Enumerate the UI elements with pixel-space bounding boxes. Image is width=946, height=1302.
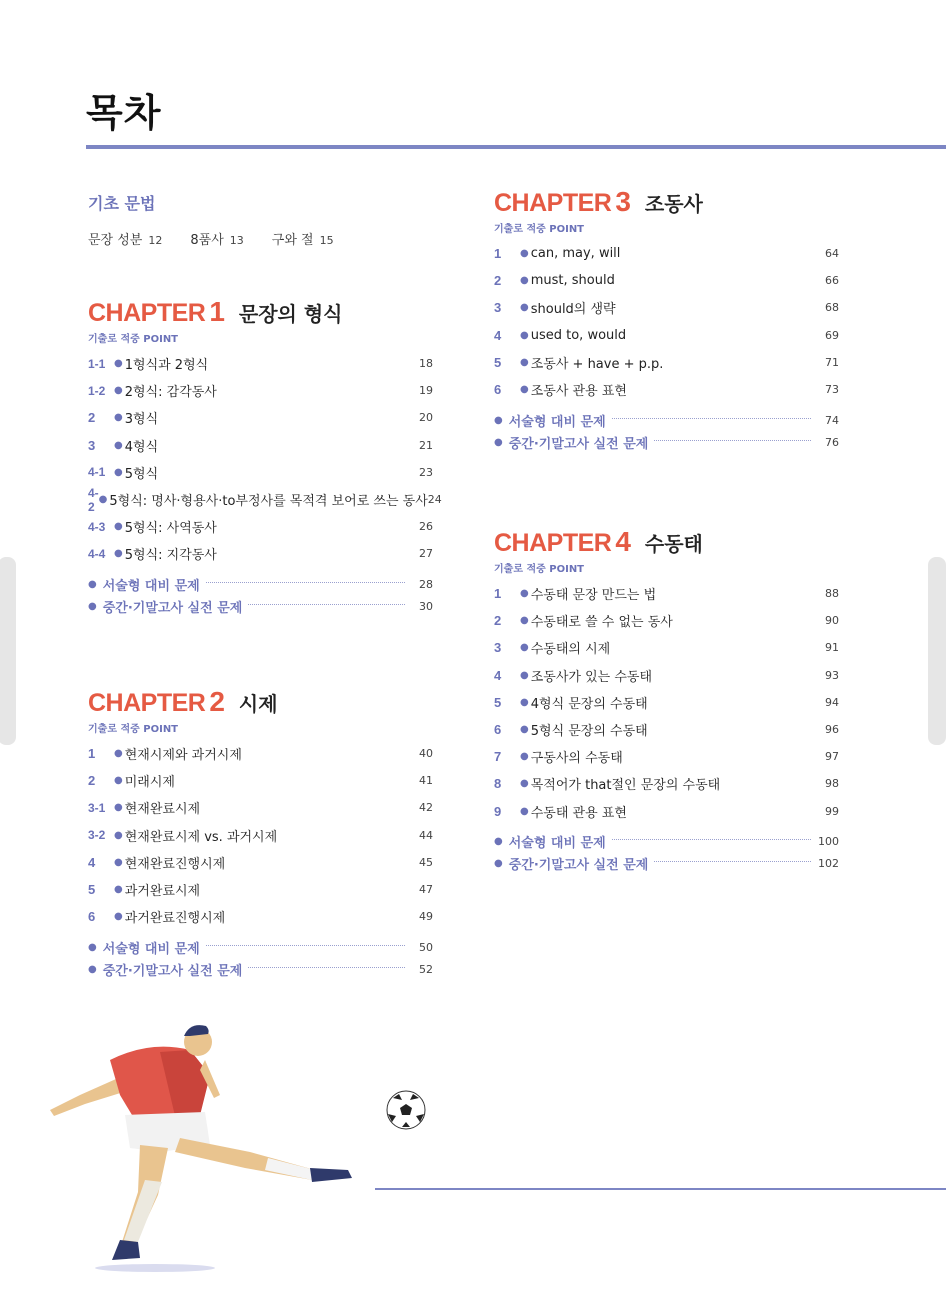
toc-item[interactable] (88, 876, 433, 903)
toc-item-page: 69 (825, 328, 839, 342)
extra-item-label: 서술형 대비 문제 (102, 579, 200, 594)
basics-item-label: 문장 성분 (88, 233, 143, 248)
dot-icon: ● (88, 601, 97, 612)
basics-item-page: 13 (229, 234, 244, 247)
toc-item-page: 97 (825, 750, 839, 764)
extra-item-label: 중간·기말고사 실전 문제 (102, 601, 243, 616)
toc-item-label: 5형식 문장의 수동태 (530, 724, 648, 740)
toc-item-page: 71 (825, 355, 839, 369)
toc-item[interactable] (494, 376, 839, 403)
toc-item-label: 과거완료시제 (124, 884, 201, 900)
basics-item-label: 구와 절 (271, 233, 314, 248)
extra-item[interactable] (88, 574, 433, 596)
basics-item-page: 12 (148, 234, 163, 247)
bullet-icon: ● (114, 521, 123, 533)
chapter-4-section (494, 526, 839, 875)
toc-item[interactable] (88, 459, 433, 486)
chapter-2-section (88, 686, 433, 980)
toc-item-page: 18 (419, 357, 433, 371)
bullet-icon: ● (114, 829, 123, 841)
extra-item[interactable] (494, 409, 839, 431)
extra-item[interactable] (494, 853, 839, 875)
toc-item-page: 66 (825, 274, 839, 288)
toc-item-label: 5형식: 지각동사 (124, 548, 217, 564)
basics-item[interactable] (272, 229, 334, 248)
extra-item-label: 서술형 대비 문제 (508, 836, 606, 852)
toc-item[interactable] (494, 267, 839, 294)
dotted-leader (612, 418, 811, 419)
bullet-icon: ● (114, 439, 123, 451)
bullet-icon: ● (114, 358, 123, 370)
dot-icon: ● (494, 858, 503, 870)
toc-item-page: 98 (825, 777, 839, 791)
extra-item-label: 중간·기말고사 실전 문제 (508, 858, 649, 874)
toc-item-number: 6 (494, 382, 502, 398)
toc-item[interactable] (494, 580, 839, 607)
toc-item-number: 1 (494, 246, 502, 262)
toc-item-number: 6 (494, 722, 502, 738)
bullet-icon: ● (520, 615, 529, 627)
toc-item[interactable] (88, 432, 433, 459)
bullet-icon: ● (114, 466, 123, 478)
extra-item[interactable] (88, 958, 433, 980)
toc-item[interactable] (88, 350, 433, 377)
chapter-word: CHAPTER (494, 189, 612, 217)
toc-item-label: 현재완료시제 (124, 802, 201, 818)
bullet-icon: ● (114, 911, 123, 923)
bullet-icon: ● (520, 724, 529, 736)
soccer-player-illustration (40, 1020, 460, 1280)
chapter-heading[interactable] (88, 686, 433, 718)
toc-item-number: 2 (88, 773, 96, 789)
toc-item[interactable] (88, 513, 433, 540)
extra-item[interactable] (88, 596, 433, 618)
toc-item[interactable] (88, 540, 433, 567)
extra-item-page: 100 (818, 835, 839, 849)
chapter-subtitle: 기출로 적중 POINT (494, 224, 585, 235)
bullet-icon: ● (98, 494, 108, 506)
toc-item[interactable] (494, 294, 839, 321)
dot-icon: ● (494, 414, 503, 426)
toc-item-number: 5 (494, 694, 502, 710)
toc-item-page: 41 (419, 774, 433, 788)
toc-item-label: 수동태로 쓸 수 없는 동사 (530, 615, 673, 631)
toc-item-page: 20 (419, 411, 433, 425)
bullet-icon: ● (114, 884, 123, 896)
toc-item-label: 5형식: 명사·형용사·to부정사를 목적격 보어로 쓰는 동사 (109, 494, 428, 510)
toc-item-number: 3-1 (88, 800, 106, 815)
dotted-leader (206, 582, 405, 583)
toc-item-page: 44 (419, 828, 433, 842)
toc-item-label: 수동태 문장 만드는 법 (530, 588, 657, 604)
chapter-title: 시제 (238, 692, 278, 716)
toc-item-label: 현재완료시제 vs. 과거시제 (124, 829, 278, 845)
extra-item-page: 52 (419, 962, 433, 976)
toc-item-label: 현재완료진행시제 (124, 856, 226, 872)
bullet-icon: ● (520, 248, 529, 260)
bullet-icon: ● (114, 802, 123, 814)
toc-list (494, 580, 839, 825)
toc-list (88, 350, 442, 568)
toc-item[interactable] (494, 662, 839, 689)
toc-item-number: 1-2 (88, 383, 106, 398)
toc-item-number: 5 (88, 882, 96, 898)
toc-item-page: 49 (419, 910, 433, 924)
toc-item-label: must, should (530, 273, 615, 289)
bullet-icon: ● (520, 751, 529, 763)
bullet-icon: ● (114, 748, 123, 760)
toc-item-number: 4 (494, 327, 502, 343)
toc-item[interactable] (494, 689, 839, 716)
toc-item-number: 1-1 (88, 356, 106, 371)
basics-list (88, 229, 334, 248)
toc-item[interactable] (494, 716, 839, 743)
toc-item-page: 24 (427, 493, 442, 507)
chapter-subtitle: 기출로 적중 POINT (88, 724, 179, 735)
extra-item[interactable] (494, 431, 839, 453)
toc-item-page: 47 (419, 883, 433, 897)
extra-list (494, 409, 839, 453)
toc-item-label: 미래시제 (124, 775, 175, 791)
toc-item-number: 5 (494, 354, 502, 370)
toc-item-number: 3 (494, 300, 502, 316)
toc-item-page: 23 (419, 465, 433, 479)
toc-list (494, 240, 839, 403)
left-page-tab (0, 557, 16, 745)
toc-item-label: 5형식 (124, 466, 159, 482)
chapter-word: CHAPTER (88, 299, 206, 327)
dot-icon: ● (494, 836, 503, 848)
basics-item[interactable] (88, 229, 162, 248)
toc-item-page: 94 (825, 695, 839, 709)
toc-item-number: 3-2 (88, 828, 106, 843)
bullet-icon: ● (520, 356, 529, 368)
toc-item-page: 64 (825, 247, 839, 261)
toc-item-number: 6 (88, 909, 96, 925)
bullet-icon: ● (520, 384, 529, 396)
toc-item-number: 4 (494, 667, 502, 683)
bottom-divider (375, 1188, 946, 1190)
toc-item-label: can, may, will (530, 246, 621, 262)
extra-item[interactable] (494, 831, 839, 853)
toc-item-number: 4 (88, 854, 96, 870)
toc-item[interactable] (88, 485, 442, 514)
toc-item[interactable] (88, 767, 433, 794)
dot-icon: ● (88, 579, 97, 590)
bullet-icon: ● (520, 669, 529, 681)
bullet-icon: ● (520, 275, 529, 287)
toc-item[interactable] (88, 849, 433, 876)
extra-item-page: 102 (818, 857, 839, 871)
toc-item-label: 구동사의 수동태 (530, 751, 623, 767)
toc-item-page: 21 (419, 438, 433, 452)
chapter-subtitle: 기출로 적중 POINT (494, 564, 585, 575)
toc-item-label: should의 생략 (530, 302, 616, 318)
toc-item-number: 2 (494, 273, 502, 289)
chapter-number: 2 (209, 686, 225, 717)
toc-item[interactable] (494, 770, 839, 797)
extra-item-page: 74 (825, 413, 839, 427)
basics-item-page: 15 (319, 234, 334, 247)
extra-item-label: 서술형 대비 문제 (508, 414, 606, 430)
toc-item-page: 96 (825, 723, 839, 737)
toc-item-label: 1형식과 2형식 (124, 358, 209, 374)
toc-item-number: 2 (494, 613, 502, 629)
toc-item[interactable] (88, 404, 433, 431)
toc-item-number: 7 (494, 749, 502, 765)
chapter-word: CHAPTER (494, 529, 612, 557)
toc-item-page: 45 (419, 855, 433, 869)
extra-item-page: 50 (419, 940, 433, 954)
toc-item-number: 9 (494, 803, 502, 819)
toc-item-label: 수동태 관용 표현 (530, 805, 627, 821)
toc-item[interactable] (494, 798, 839, 825)
bullet-icon: ● (114, 412, 123, 424)
bullet-icon: ● (520, 642, 529, 654)
toc-item[interactable] (88, 822, 433, 849)
dotted-leader (654, 861, 811, 862)
bullet-icon: ● (520, 805, 529, 817)
toc-item-label: 수동태의 시제 (530, 642, 611, 658)
chapter-word: CHAPTER (88, 689, 206, 717)
toc-item[interactable] (88, 377, 433, 404)
toc-item[interactable] (88, 794, 433, 821)
toc-item[interactable] (494, 349, 839, 376)
toc-item-label: 목적어가 that절인 문장의 수동태 (530, 778, 721, 794)
page-title: 목차 (86, 91, 162, 135)
toc-item-page: 73 (825, 383, 839, 397)
basics-item-label: 8품사 (190, 233, 224, 248)
toc-item-page: 99 (825, 804, 839, 818)
right-page-tab (928, 557, 946, 745)
toc-item[interactable] (494, 634, 839, 661)
toc-item-label: 현재시제와 과거시제 (124, 748, 242, 764)
toc-item-label: 4형식 (124, 439, 159, 455)
dotted-leader (654, 440, 811, 441)
toc-item-label: 2형식: 감각동사 (124, 385, 217, 401)
extra-item-page: 28 (419, 578, 433, 591)
toc-item-number: 4-2 (88, 485, 99, 514)
bullet-icon: ● (114, 856, 123, 868)
extra-item-label: 중간·기말고사 실전 문제 (102, 963, 243, 979)
toc-item-label: 과거완료진행시제 (124, 911, 226, 927)
chapter-title: 수동태 (644, 532, 703, 556)
dotted-leader (612, 839, 811, 840)
toc-item[interactable] (494, 607, 839, 634)
chapter-subtitle: 기출로 적중 POINT (88, 334, 179, 345)
chapter-heading[interactable] (88, 296, 433, 328)
toc-item-label: 5형식: 사역동사 (124, 521, 217, 537)
bullet-icon: ● (114, 548, 123, 560)
extra-item-label: 서술형 대비 문제 (102, 941, 200, 957)
toc-item[interactable] (494, 743, 839, 770)
toc-item-number: 4-4 (88, 546, 106, 561)
dot-icon: ● (88, 963, 97, 975)
bullet-icon: ● (520, 588, 529, 600)
dot-icon: ● (88, 941, 97, 953)
extra-list (88, 936, 433, 980)
chapter-3-section (494, 186, 839, 453)
dot-icon: ● (494, 436, 503, 448)
toc-item[interactable] (494, 322, 839, 349)
basics-heading: 기초 문법 (88, 194, 156, 213)
toc-item-page: 93 (825, 668, 839, 682)
dotted-leader (248, 604, 405, 605)
bullet-icon: ● (114, 775, 123, 787)
toc-item-number: 4-1 (88, 465, 106, 480)
bullet-icon: ● (520, 329, 529, 341)
chapter-heading[interactable] (494, 186, 839, 218)
toc-item-page: 68 (825, 301, 839, 315)
toc-item-page: 42 (419, 801, 433, 815)
title-divider (86, 145, 946, 149)
bullet-icon: ● (114, 385, 123, 397)
bullet-icon: ● (520, 778, 529, 790)
chapter-number: 1 (209, 296, 225, 327)
toc-item-label: 4형식 문장의 수동태 (530, 696, 648, 712)
toc-item-label: used to, would (530, 327, 627, 343)
toc-item-number: 3 (494, 640, 502, 656)
toc-item-label: 조동사가 있는 수동태 (530, 669, 653, 685)
toc-item-number: 2 (88, 410, 96, 426)
extra-item-label: 중간·기말고사 실전 문제 (508, 436, 649, 452)
extra-item[interactable] (88, 936, 433, 958)
toc-item-number: 1 (88, 746, 96, 762)
toc-item-number: 1 (494, 586, 502, 602)
toc-item-page: 27 (419, 547, 433, 561)
toc-item[interactable] (88, 903, 433, 930)
extra-item-page: 30 (419, 600, 433, 613)
toc-item-page: 91 (825, 641, 839, 655)
bullet-icon: ● (520, 696, 529, 708)
toc-item-page: 26 (419, 520, 433, 534)
extra-list (88, 574, 433, 618)
chapter-1-section (88, 296, 442, 618)
dotted-leader (248, 967, 405, 968)
extra-item-page: 76 (825, 435, 839, 449)
chapter-title: 문장의 형식 (238, 302, 343, 326)
toc-item-label: 조동사 관용 표현 (530, 384, 627, 400)
toc-item-number: 4-3 (88, 519, 106, 534)
toc-item[interactable] (88, 740, 433, 767)
toc-item-number: 3 (88, 437, 96, 453)
chapter-heading[interactable] (494, 526, 839, 558)
toc-item-page: 90 (825, 614, 839, 628)
basics-item[interactable] (190, 229, 243, 248)
toc-item-page: 19 (419, 384, 433, 398)
toc-item-page: 40 (419, 747, 433, 761)
toc-item-label: 조동사 + have + p.p. (530, 356, 664, 372)
toc-item-number: 8 (494, 776, 502, 792)
chapter-title: 조동사 (644, 192, 703, 216)
chapter-number: 4 (615, 526, 631, 557)
toc-list (88, 740, 433, 930)
chapter-number: 3 (615, 186, 631, 217)
extra-list (494, 831, 839, 875)
toc-item-label: 3형식 (124, 412, 159, 428)
toc-item[interactable] (494, 240, 839, 267)
dotted-leader (206, 945, 405, 946)
toc-item-page: 88 (825, 587, 839, 601)
bullet-icon: ● (520, 302, 529, 314)
